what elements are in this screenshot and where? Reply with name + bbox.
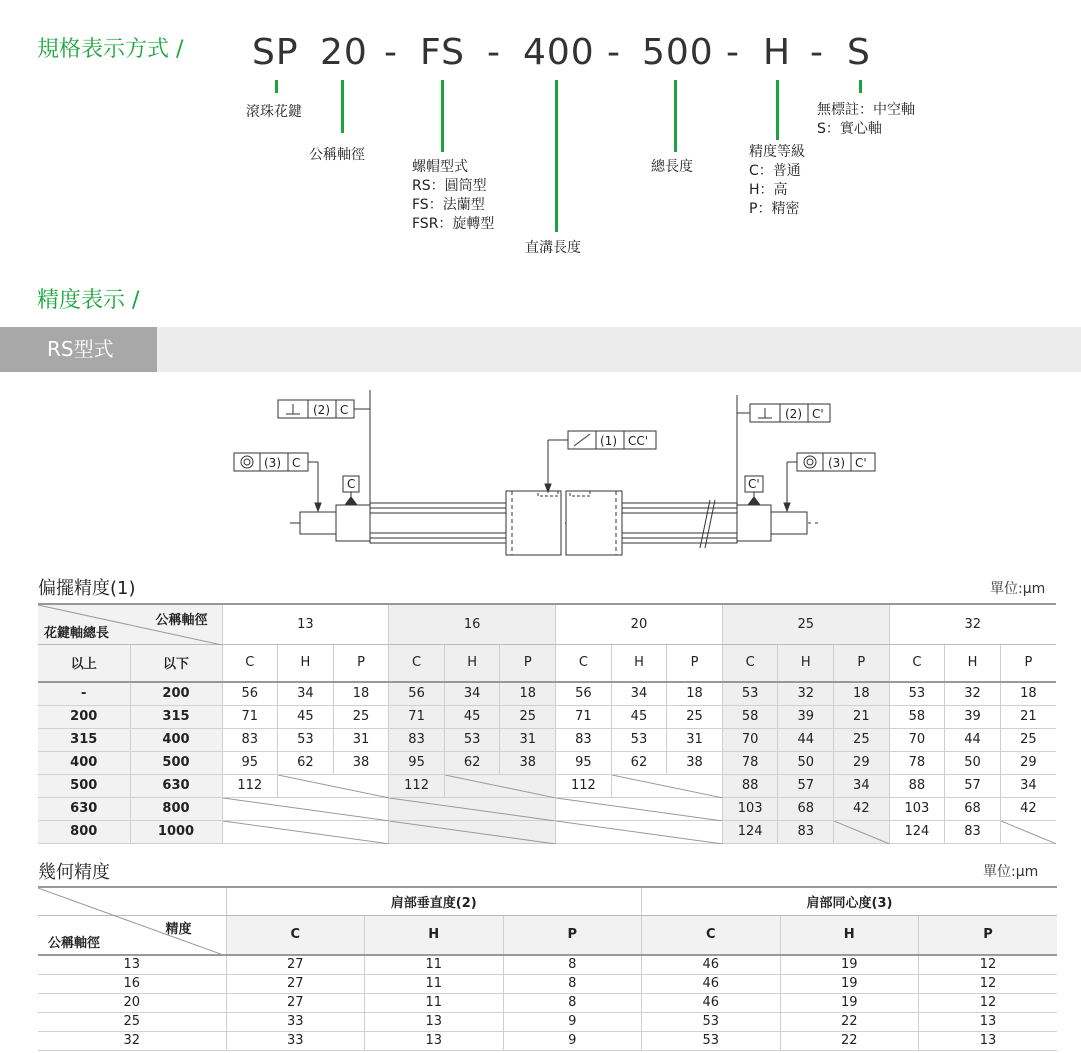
table-cell: 50	[945, 751, 1001, 774]
table-cell: 12	[919, 993, 1058, 1012]
table-cell: 500	[130, 751, 222, 774]
label-shaft-type: 無標註：中空軸 S：實心軸	[817, 102, 915, 137]
table-cell: 62	[444, 751, 500, 774]
table-cell: 56	[222, 682, 278, 705]
table-cell	[389, 820, 445, 843]
table-cell: 18	[834, 682, 890, 705]
perp-left-datum: C	[340, 403, 349, 417]
table-cell: 32	[38, 1031, 226, 1050]
empty-cell-strike	[389, 798, 556, 821]
table-cell: 19	[780, 974, 919, 993]
table-cell	[834, 820, 890, 843]
table-cell: 12	[919, 974, 1058, 993]
table-cell	[556, 820, 612, 843]
empty-cell-strike	[612, 775, 723, 798]
table-cell: 83	[945, 820, 1001, 843]
table-row	[38, 728, 1056, 751]
table-cell: 12	[919, 955, 1058, 974]
datum-left: C	[347, 477, 356, 491]
table-cell	[222, 820, 278, 843]
table-cell: 34	[278, 682, 334, 705]
table-cell: 400	[38, 751, 130, 774]
grade-header: H	[780, 915, 919, 955]
table-cell: 18	[500, 682, 556, 705]
table-cell: 200	[38, 705, 130, 728]
table-cell: 50	[778, 751, 834, 774]
table-cell: 71	[222, 705, 278, 728]
table-cell: 45	[611, 705, 667, 728]
table-cell: 56	[389, 682, 445, 705]
table-cell: 62	[611, 751, 667, 774]
grade-header: P	[1000, 644, 1056, 682]
table-cell: 8	[503, 955, 642, 974]
table-cell: 13	[919, 1031, 1058, 1050]
code-groove: 400	[523, 32, 595, 73]
empty-cell-strike	[556, 798, 723, 821]
table-cell: 29	[1000, 751, 1056, 774]
code-dash-1: -	[384, 32, 398, 73]
code-dash-5: -	[810, 32, 824, 73]
table-cell: 68	[945, 797, 1001, 820]
table-cell: 70	[889, 728, 945, 751]
table-cell: 53	[889, 682, 945, 705]
table-cell: 53	[642, 1031, 781, 1050]
table-cell: 78	[889, 751, 945, 774]
table-row	[38, 1012, 1057, 1031]
table-cell: 25	[333, 705, 389, 728]
table-cell	[1000, 820, 1056, 843]
leader-groove	[555, 80, 558, 232]
table-cell: 103	[889, 797, 945, 820]
table-cell: 500	[38, 774, 130, 797]
table-cell: 112	[389, 774, 445, 797]
grade-header: C	[889, 644, 945, 682]
table-cell: 68	[778, 797, 834, 820]
table-cell: 8	[503, 974, 642, 993]
runout-unit: 單位:μm	[990, 581, 1046, 597]
table-cell: 18	[1000, 682, 1056, 705]
grade-header: C	[389, 644, 445, 682]
leader-dia	[341, 80, 344, 133]
table-cell: 78	[722, 751, 778, 774]
table-cell: 88	[722, 774, 778, 797]
grade-header: H	[611, 644, 667, 682]
table-cell: 39	[945, 705, 1001, 728]
table-cell: 22	[780, 1012, 919, 1031]
table-cell: 95	[222, 751, 278, 774]
accuracy-title: 精度表示 /	[37, 288, 140, 313]
code-total: 500	[642, 32, 714, 73]
empty-cell-strike	[223, 821, 390, 844]
table-cell: 29	[834, 751, 890, 774]
table-cell: 53	[444, 728, 500, 751]
perp-right-datum: C'	[812, 407, 824, 421]
table-row	[38, 820, 1056, 843]
table-cell: 11	[365, 955, 504, 974]
code-shaft: S	[847, 32, 871, 73]
runout-tol: (1)	[600, 434, 617, 448]
table-cell: 46	[642, 955, 781, 974]
geometric-corner: 精度 公稱軸徑	[38, 915, 226, 955]
table-cell: 124	[722, 820, 778, 843]
table-cell: 16	[38, 974, 226, 993]
table-cell: 19	[780, 993, 919, 1012]
grade-header: P	[667, 644, 723, 682]
grade-header: P	[503, 915, 642, 955]
table-row	[38, 955, 1057, 974]
dia-25: 25	[722, 604, 889, 644]
table-cell	[611, 774, 667, 797]
label-spline: 滾珠花鍵	[246, 104, 302, 120]
runout-title: 偏擺精度(1)	[38, 578, 136, 599]
conc-right-tol: (3)	[828, 456, 845, 470]
table-cell	[556, 797, 612, 820]
table-cell: 33	[226, 1012, 365, 1031]
code-dash-3: -	[607, 32, 621, 73]
table-cell: 18	[667, 682, 723, 705]
table-cell: 31	[333, 728, 389, 751]
dia-13: 13	[222, 604, 389, 644]
table-cell: 58	[889, 705, 945, 728]
table-cell: 58	[722, 705, 778, 728]
grade-header: H	[278, 644, 334, 682]
leader-nut	[441, 80, 444, 152]
table-row	[38, 993, 1057, 1012]
spec-title: 規格表示方式 /	[37, 37, 184, 62]
grade-header: C	[556, 644, 612, 682]
table-cell: 62	[278, 751, 334, 774]
table-cell: 83	[222, 728, 278, 751]
table-cell: 315	[38, 728, 130, 751]
table-cell: 103	[722, 797, 778, 820]
table-cell: 27	[226, 955, 365, 974]
table-cell: 25	[38, 1012, 226, 1031]
table-cell: 630	[130, 774, 222, 797]
runout-table	[38, 603, 1056, 844]
table-cell: 83	[556, 728, 612, 751]
empty-cell-strike	[278, 775, 389, 798]
conc-left-tol: (3)	[264, 456, 281, 470]
grade-header: P	[500, 644, 556, 682]
table-cell: 400	[130, 728, 222, 751]
leader-grade	[776, 80, 779, 140]
table-cell: 53	[278, 728, 334, 751]
table-cell: 13	[365, 1012, 504, 1031]
table-cell: 9	[503, 1031, 642, 1050]
table-cell: 800	[38, 820, 130, 843]
table-cell: 27	[226, 993, 365, 1012]
table-row	[38, 1031, 1057, 1050]
table-cell: 27	[226, 974, 365, 993]
runout-corner: 公稱軸徑 花鍵軸總長	[38, 604, 222, 644]
table-cell: 25	[1000, 728, 1056, 751]
table-cell: 630	[38, 797, 130, 820]
table-cell: 45	[278, 705, 334, 728]
conc-right-datum: C'	[855, 456, 867, 470]
table-row	[38, 774, 1056, 797]
table-cell: 11	[365, 993, 504, 1012]
table-row	[38, 974, 1057, 993]
table-cell: 25	[667, 705, 723, 728]
table-cell: 38	[333, 751, 389, 774]
table-cell: 34	[611, 682, 667, 705]
conc-left-datum: C	[292, 456, 301, 470]
empty-cell-strike	[389, 821, 556, 844]
table-cell: 46	[642, 974, 781, 993]
table-cell: 13	[919, 1012, 1058, 1031]
table-cell: 20	[38, 993, 226, 1012]
table-row	[38, 751, 1056, 774]
table-cell: 9	[503, 1012, 642, 1031]
code-sp: SP	[252, 32, 299, 73]
grade-header: P	[333, 644, 389, 682]
table-cell: 21	[834, 705, 890, 728]
table-cell	[444, 774, 500, 797]
table-cell: 56	[556, 682, 612, 705]
table-cell: 1000	[130, 820, 222, 843]
table-cell: 13	[38, 955, 226, 974]
header-over: 以上	[38, 644, 130, 682]
code-grade: H	[763, 32, 792, 73]
label-nut-type: 螺帽型式 RS：圓筒型 FS：法蘭型 FSR：旋轉型	[412, 159, 495, 232]
table-cell: 33	[226, 1031, 365, 1050]
table-cell: 95	[389, 751, 445, 774]
header-under: 以下	[130, 644, 222, 682]
table-cell: 70	[722, 728, 778, 751]
shaft-drawing	[0, 390, 1081, 565]
table-cell: 112	[556, 774, 612, 797]
table-cell: 57	[945, 774, 1001, 797]
table-cell: 34	[1000, 774, 1056, 797]
table-cell: 34	[444, 682, 500, 705]
dia-32: 32	[889, 604, 1056, 644]
leader-shaft	[859, 80, 862, 93]
empty-cell-strike	[223, 798, 390, 821]
table-cell: 21	[1000, 705, 1056, 728]
group-concentricity: 肩部同心度(3)	[642, 887, 1058, 915]
table-cell: 95	[556, 751, 612, 774]
table-cell: 315	[130, 705, 222, 728]
empty-cell-strike	[445, 775, 556, 798]
grade-header: C	[722, 644, 778, 682]
banner-tab-rs[interactable]: RS型式	[0, 327, 157, 372]
table-cell: 57	[778, 774, 834, 797]
table-cell: 200	[130, 682, 222, 705]
table-cell: -	[38, 682, 130, 705]
table-cell: 18	[333, 682, 389, 705]
table-cell: 44	[945, 728, 1001, 751]
table-cell: 800	[130, 797, 222, 820]
table-cell: 112	[222, 774, 278, 797]
grade-header: H	[945, 644, 1001, 682]
perp-left-tol: (2)	[313, 403, 330, 417]
table-cell: 11	[365, 974, 504, 993]
table-cell: 83	[389, 728, 445, 751]
leader-total	[674, 80, 677, 152]
table-cell: 53	[722, 682, 778, 705]
empty-cell-strike	[1001, 821, 1057, 844]
table-cell: 32	[778, 682, 834, 705]
table-cell	[278, 774, 334, 797]
empty-cell-strike	[834, 821, 890, 844]
grade-header: H	[444, 644, 500, 682]
label-total-length: 總長度	[651, 159, 693, 175]
banner-bar	[0, 327, 1081, 372]
table-cell: 71	[556, 705, 612, 728]
table-cell: 25	[500, 705, 556, 728]
grade-header: C	[642, 915, 781, 955]
table-cell: 25	[834, 728, 890, 751]
table-cell: 88	[889, 774, 945, 797]
table-cell: 53	[611, 728, 667, 751]
label-diameter: 公稱軸徑	[309, 147, 365, 163]
runout-datum: CC'	[628, 434, 649, 448]
leader-sp	[275, 80, 278, 93]
table-cell: 53	[642, 1012, 781, 1031]
table-cell: 31	[667, 728, 723, 751]
table-cell: 38	[667, 751, 723, 774]
geometric-title: 幾何精度	[38, 862, 110, 883]
table-cell: 124	[889, 820, 945, 843]
table-cell: 46	[642, 993, 781, 1012]
label-grade: 精度等級 C：普通 H：高 P：精密	[749, 144, 805, 217]
table-cell: 34	[834, 774, 890, 797]
table-cell: 8	[503, 993, 642, 1012]
table-cell: 71	[389, 705, 445, 728]
grade-header: P	[834, 644, 890, 682]
dia-20: 20	[556, 604, 723, 644]
grade-header: P	[919, 915, 1058, 955]
code-dash-2: -	[487, 32, 501, 73]
table-cell: 31	[500, 728, 556, 751]
table-row	[38, 682, 1056, 705]
table-cell: 39	[778, 705, 834, 728]
table-cell	[222, 797, 278, 820]
group-perpendicularity: 肩部垂直度(2)	[226, 887, 642, 915]
grade-header: H	[778, 644, 834, 682]
table-row	[38, 705, 1056, 728]
grade-header: C	[222, 644, 278, 682]
geometric-table	[38, 886, 1057, 1051]
grade-header: C	[226, 915, 365, 955]
table-cell: 19	[780, 955, 919, 974]
code-dash-4: -	[726, 32, 740, 73]
geometric-unit: 單位:μm	[983, 864, 1039, 880]
table-cell: 13	[365, 1031, 504, 1050]
table-cell: 42	[834, 797, 890, 820]
table-cell: 44	[778, 728, 834, 751]
table-cell: 38	[500, 751, 556, 774]
table-row	[38, 797, 1056, 820]
table-cell	[389, 797, 445, 820]
perp-right-tol: (2)	[785, 407, 802, 421]
table-cell: 45	[444, 705, 500, 728]
table-cell: 32	[945, 682, 1001, 705]
empty-cell-strike	[556, 821, 723, 844]
dia-16: 16	[389, 604, 556, 644]
table-cell: 83	[778, 820, 834, 843]
table-cell: 22	[780, 1031, 919, 1050]
label-groove-length: 直溝長度	[525, 240, 581, 256]
datum-right: C'	[748, 477, 760, 491]
grade-header: H	[365, 915, 504, 955]
table-cell: 42	[1000, 797, 1056, 820]
code-diameter: 20	[320, 32, 368, 73]
code-nut: FS	[420, 32, 465, 73]
